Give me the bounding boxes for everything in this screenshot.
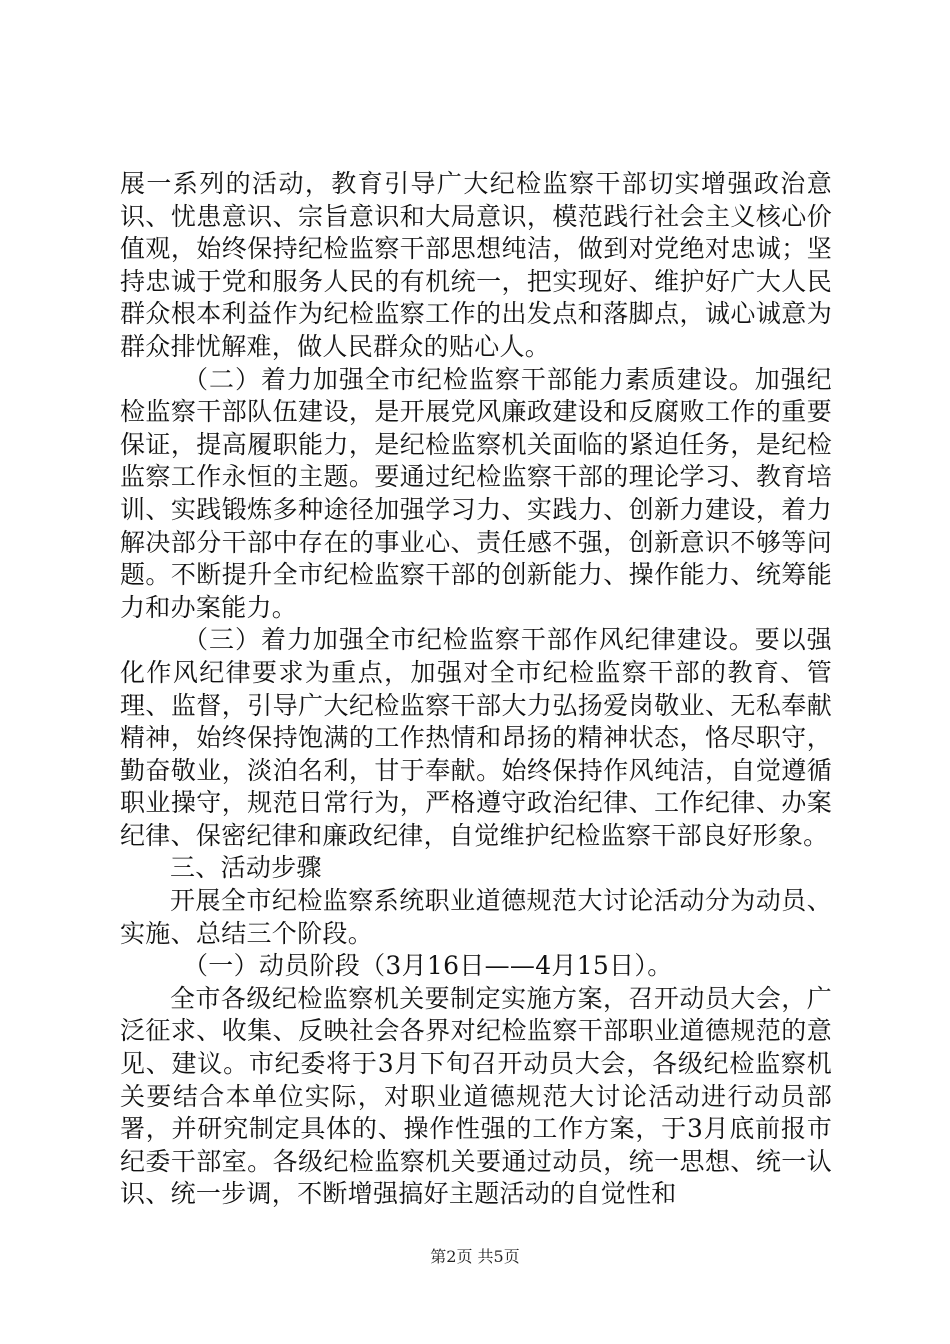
paragraph-section-three: （三）着力加强全市纪检监察干部作风纪律建设。要以强化作风纪律要求为重点，加强对全市纪检监察干部的教育、管理、监督，引导广大纪检监察干部大力弘扬爱岗敬业、无私奉献精神，始终保持饱满的工作热情和昂扬的精神状态，恪尽职守，勤奋敬业，淡泊名利，甘于奉献。始终保持作风纯洁，自觉遵循职业操守，规范日常行为，严格遵守政治纪律、工作纪律、办案纪律、保密纪律和廉政纪律，自觉维护纪检监察干部良好形象。	[120, 625, 832, 850]
heading-activity-steps: 三、活动步骤	[170, 853, 322, 883]
paragraph-stages-intro: 开展全市纪检监察系统职业道德规范大讨论活动分为动员、实施、总结三个阶段。	[120, 886, 832, 948]
paragraph-mobilization-details: 全市各级纪检监察机关要制定实施方案，召开动员大会，广泛征求、收集、反映社会各界对纪检监察干部职业道德规范的意见、建议。市纪委将于3月下旬召开动员大会，各级纪检监察机关要结合本单位实际，对职业道德规范大讨论活动进行动员部署，并研究制定具体的、操作性强的工作方案，于3月底前报市纪委干部室。各级纪检监察机关要通过动员，统一思想、统一认识、统一步调，不断增强搞好主题活动的自觉性和	[120, 983, 832, 1209]
page-number-footer: 第2页 共5页	[430, 1247, 520, 1266]
paragraph-section-two: （二）着力加强全市纪检监察干部能力素质建设。加强纪检监察干部队伍建设，是开展党风廉政建设和反腐败工作的重要保证，提高履职能力，是纪检监察机关面临的紧迫任务，是纪检监察工作永恒的主题。要通过纪检监察干部的理论学习、教育培训、实践锻炼多种途径加强学习力、实践力、创新力建设，着力解决部分干部中存在的事业心、责任感不强，创新意识不够等问题。不断提升全市纪检监察干部的创新能力、操作能力、统筹能力和办案能力。	[120, 364, 832, 622]
heading-mobilization-stage: （一）动员阶段（3月16日——4月15日）。	[183, 951, 673, 981]
paragraph-continuation: 展一系列的活动，教育引导广大纪检监察干部切实增强政治意识、忧患意识、宗旨意识和大局意识，模范践行社会主义核心价值观，始终保持纪检监察干部思想纯洁，做到对党绝对忠诚；坚持忠诚于党和服务人民的有机统一，把实现好、维护好广大人民群众根本利益作为纪检监察工作的出发点和落脚点，诚心诚意为群众排忧解难，做人民群众的贴心人。	[120, 169, 832, 361]
document-body	[120, 168, 832, 1211]
